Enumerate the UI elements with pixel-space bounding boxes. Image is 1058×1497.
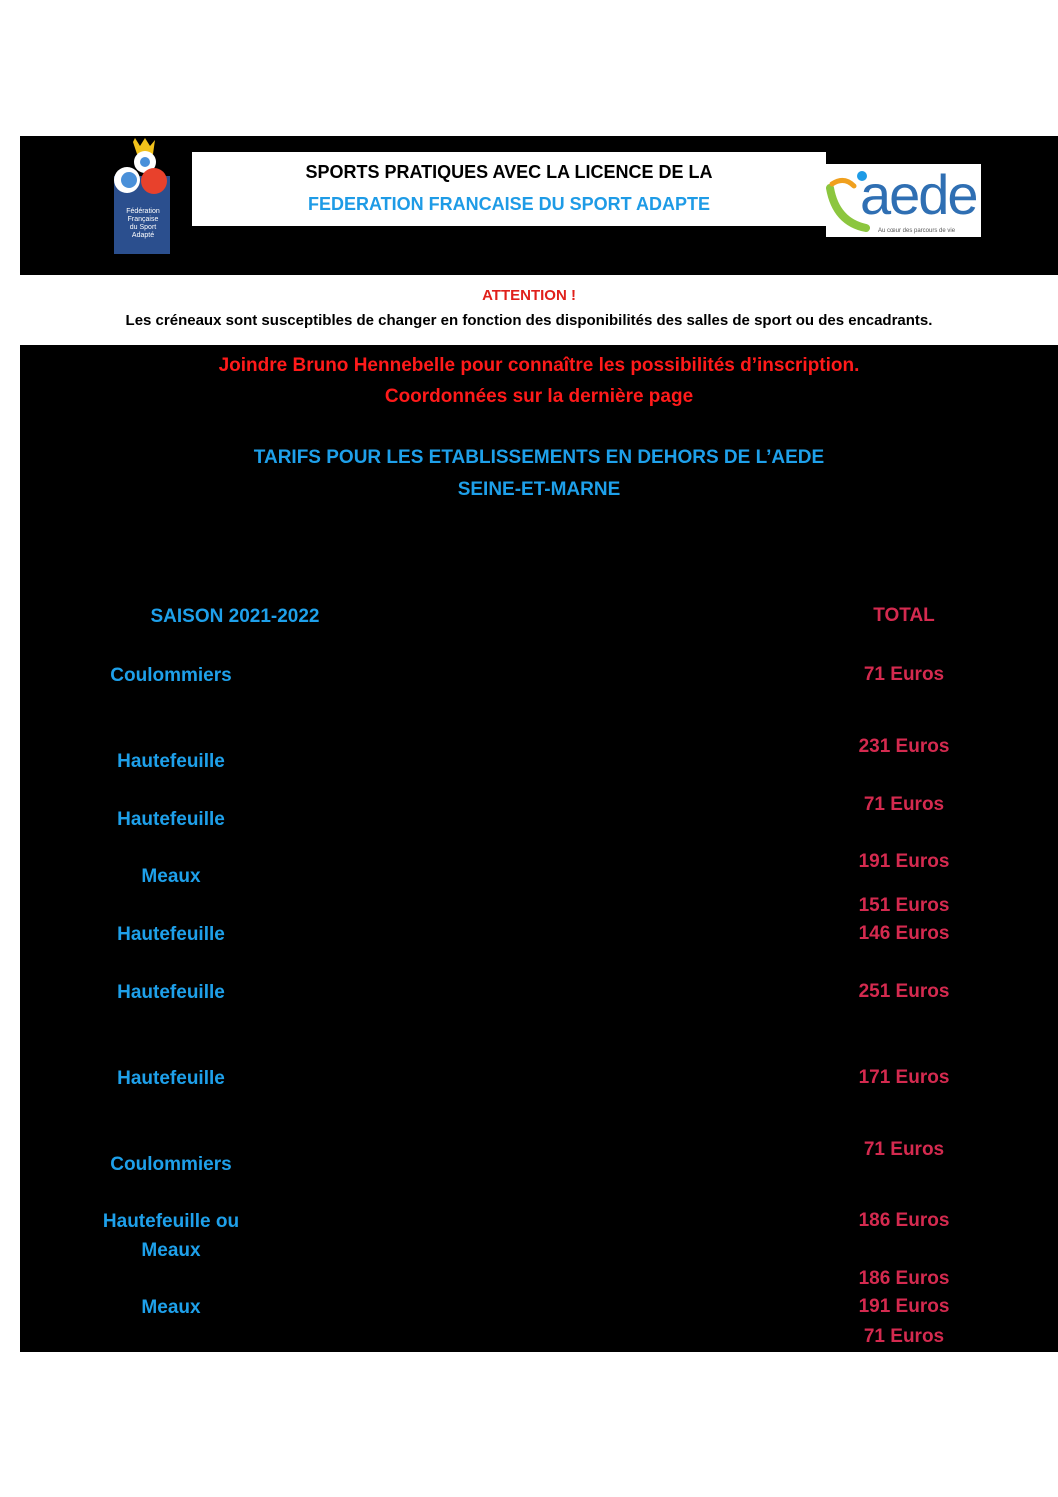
price-cell: 71 Euros <box>863 1139 945 1160</box>
price-cell: 71 Euros <box>863 794 945 815</box>
tarifs-heading: TARIFS POUR LES ETABLISSEMENTS EN DEHORS DE L’AEDE <box>253 447 825 468</box>
price-cell: 186 Euros <box>858 1210 950 1231</box>
aede-tagline: Au cœur des parcours de vie <box>878 228 956 234</box>
total-header: TOTAL <box>873 605 935 626</box>
season-header: SAISON 2021-2022 <box>150 606 320 627</box>
location-cell: Coulommiers <box>110 665 232 686</box>
price-cell: 191 Euros <box>858 851 950 872</box>
location-cell: Hautefeuille <box>117 809 225 830</box>
aede-logo <box>826 164 981 237</box>
aede-logo-text: aede <box>860 164 977 226</box>
contact-line-2: Coordonnées sur la dernière page <box>384 386 694 407</box>
location-cell: Hautefeuille ou Meaux <box>102 1211 240 1261</box>
location-cell: Hautefeuille <box>117 982 225 1003</box>
price-cell: 191 Euros <box>858 1296 950 1317</box>
page-title: SPORTS PRATIQUES AVEC LA LICENCE DE LA <box>305 162 713 182</box>
location-cell: Hautefeuille <box>117 1068 225 1089</box>
price-cell: 71 Euros <box>863 1326 945 1347</box>
price-cell: 151 Euros <box>858 895 950 916</box>
title-box <box>192 152 826 226</box>
ffsa-logo-text: Fédération Française du Sport Adapté <box>126 208 160 239</box>
ffsa-figures-icon <box>107 136 173 208</box>
location-cell: Meaux <box>141 1297 201 1318</box>
location-cell: Coulommiers <box>110 1154 232 1175</box>
price-cell: 251 Euros <box>858 981 950 1002</box>
schedule-notice: Les créneaux sont susceptibles de changer en fonction des disponibilités des salles de sport ou des encadrants. <box>125 312 933 329</box>
price-cell: 231 Euros <box>858 736 950 757</box>
price-cell: 186 Euros <box>858 1268 950 1289</box>
location-cell: Meaux <box>141 866 201 887</box>
location-cell: Hautefeuille <box>117 924 225 945</box>
contact-line-1: Joindre Bruno Hennebelle pour connaître les possibilités d’inscription. <box>218 355 860 376</box>
location-cell: Hautefeuille <box>117 751 225 772</box>
ffsa-logo <box>107 136 173 256</box>
price-cell: 171 Euros <box>858 1067 950 1088</box>
price-cell: 71 Euros <box>863 664 945 685</box>
tarifs-region: SEINE-ET-MARNE <box>457 479 621 500</box>
price-cell: 146 Euros <box>858 923 950 944</box>
page-subtitle: FEDERATION FRANCAISE DU SPORT ADAPTE <box>307 194 710 214</box>
attention-heading: ATTENTION ! <box>482 287 576 304</box>
